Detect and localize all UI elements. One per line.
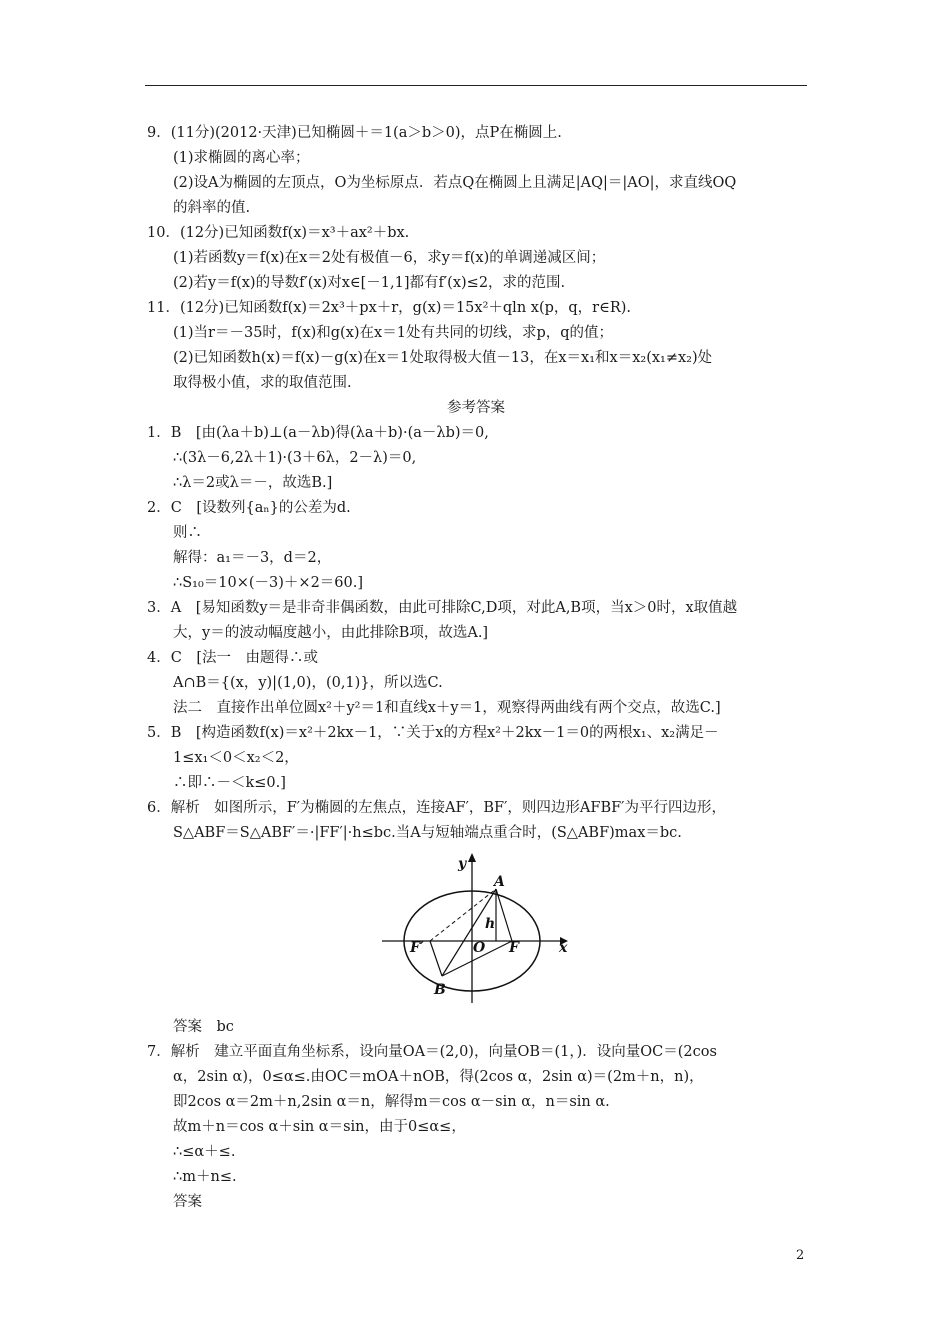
answer-1: 1．B [由(λa＋b)⊥(a－λb)得(λa＋b)·(a－λb)＝0, [147, 425, 489, 441]
answers-heading: 参考答案 [447, 400, 505, 416]
question-11: 11．(12分)已知函数f(x)＝2x³＋px＋r，g(x)＝15x²＋qln x(p，q，r∈R). [147, 300, 632, 316]
label-x: x [559, 940, 568, 956]
answer-7-line-2: α，2sin α)，0≤α≤.由OC＝mOA＋nOB，得(2cos α，2sin α)＝(2m＋n，n)， [173, 1069, 704, 1085]
answer-6-line-2: S△ABF＝S△ABF′＝·|FF′|·h≤bc.当A与短轴端点重合时，(S△ABF)max＝bc. [173, 825, 682, 841]
answer-6-result: 答案 bc [173, 1019, 234, 1035]
answer-1-line-2: ∴(3λ－6,2λ＋1)·(3＋6λ，2－λ)＝0, [173, 450, 417, 466]
question-11-part-1: (1)当r＝－35时，f(x)和g(x)在x＝1处有共同的切线，求p，q的值； [173, 325, 614, 341]
answer-7-line-3: 即2cos α＝2m＋n,2sin α＝n，解得m＝cos α－sin α，n＝sin α. [173, 1094, 610, 1110]
answer-6: 6．解析 如图所示，F′为椭圆的左焦点，连接AF′，BF′，则四边形AFBF′为平行四边形， [147, 800, 726, 816]
question-11-part-2-cont: 取得极小值，求的取值范围. [173, 375, 352, 391]
page-number: 2 [796, 1248, 805, 1263]
label-o: O [473, 940, 486, 956]
answer-2-line-3: 解得：a₁＝－3，d＝2， [173, 550, 332, 566]
answer-7-result: 答案 [173, 1194, 202, 1210]
question-9-part-2: (2)设A为椭圆的左顶点，O为坐标原点．若点Q在椭圆上且满足|AQ|＝|AO|，求直线OQ [173, 175, 737, 191]
label-f: F [509, 940, 519, 956]
answer-3: 3．A [易知函数y＝是非奇非偶函数，由此可排除C,D项，对此A,B项，当x＞0时，x取值越 [147, 600, 738, 616]
answer-5-line-2: 1≤x₁＜0＜x₂＜2， [173, 750, 299, 766]
label-h: h [485, 916, 496, 932]
answer-2-line-2: 则∴ [173, 525, 202, 541]
answer-7-line-4: 故m＋n＝cos α＋sin α＝sin，由于0≤α≤， [173, 1119, 466, 1135]
label-b: B [434, 982, 446, 998]
answer-2: 2．C [设数列{aₙ}的公差为d. [147, 500, 351, 516]
answer-4-line-3: 法二 直接作出单位圆x²＋y²＝1和直线x＋y＝1，观察得两曲线有两个交点，故选C.] [173, 700, 721, 716]
question-9-part-1: (1)求椭圆的离心率； [173, 150, 310, 166]
header-rule [145, 85, 807, 86]
question-10-part-2: (2)若y＝f(x)的导数f′(x)对x∈[－1,1]都有f′(x)≤2，求的范围. [173, 275, 566, 291]
answer-7: 7．解析 建立平面直角坐标系，设向量OA＝(2,0)，向量OB＝(1，)．设向量OC＝(2cos [147, 1044, 717, 1060]
answer-4: 4．C [法一 由题得∴或 [147, 650, 318, 666]
question-9: 9．(11分)(2012·天津)已知椭圆＋＝1(a＞b＞0)，点P在椭圆上. [147, 125, 562, 141]
label-a: A [494, 874, 505, 890]
answer-1-line-3: ∴λ＝2或λ＝－，故选B.] [173, 475, 333, 491]
ellipse-figure [380, 848, 570, 1006]
answer-7-line-6: ∴m＋n≤. [173, 1169, 237, 1185]
label-y: y [458, 856, 467, 872]
answer-4-line-2: A∩B＝{(x，y)|(1,0)，(0,1)}，所以选C. [173, 675, 443, 691]
y-axis-arrow [468, 853, 476, 862]
answer-5-line-3: ∴即∴－＜k≤0.] [173, 775, 286, 791]
question-11-part-2: (2)已知函数h(x)＝f(x)－g(x)在x＝1处取得极大值－13，在x＝x₁和x＝x₂(x₁≠x₂)处 [173, 350, 713, 366]
question-10: 10．(12分)已知函数f(x)＝x³＋ax²＋bx. [147, 225, 410, 241]
answer-3-line-2: 大，y＝的波动幅度越小，由此排除B项，故选A.] [173, 625, 489, 641]
segment-bf-prime [430, 941, 442, 976]
answer-7-line-5: ∴≤α＋≤. [173, 1144, 236, 1160]
answer-2-line-4: ∴S₁₀＝10×(－3)＋×2＝60.] [173, 575, 364, 591]
question-9-part-2-cont: 的斜率的值. [173, 200, 251, 216]
question-10-part-1: (1)若函数y＝f(x)在x＝2处有极值－6，求y＝f(x)的单调递减区间； [173, 250, 606, 266]
answer-5: 5．B [构造函数f(x)＝x²＋2kx－1，∵关于x的方程x²＋2kx－1＝0的两根x₁、x₂满足－ [147, 725, 719, 741]
label-f-prime: F′ [410, 940, 424, 956]
